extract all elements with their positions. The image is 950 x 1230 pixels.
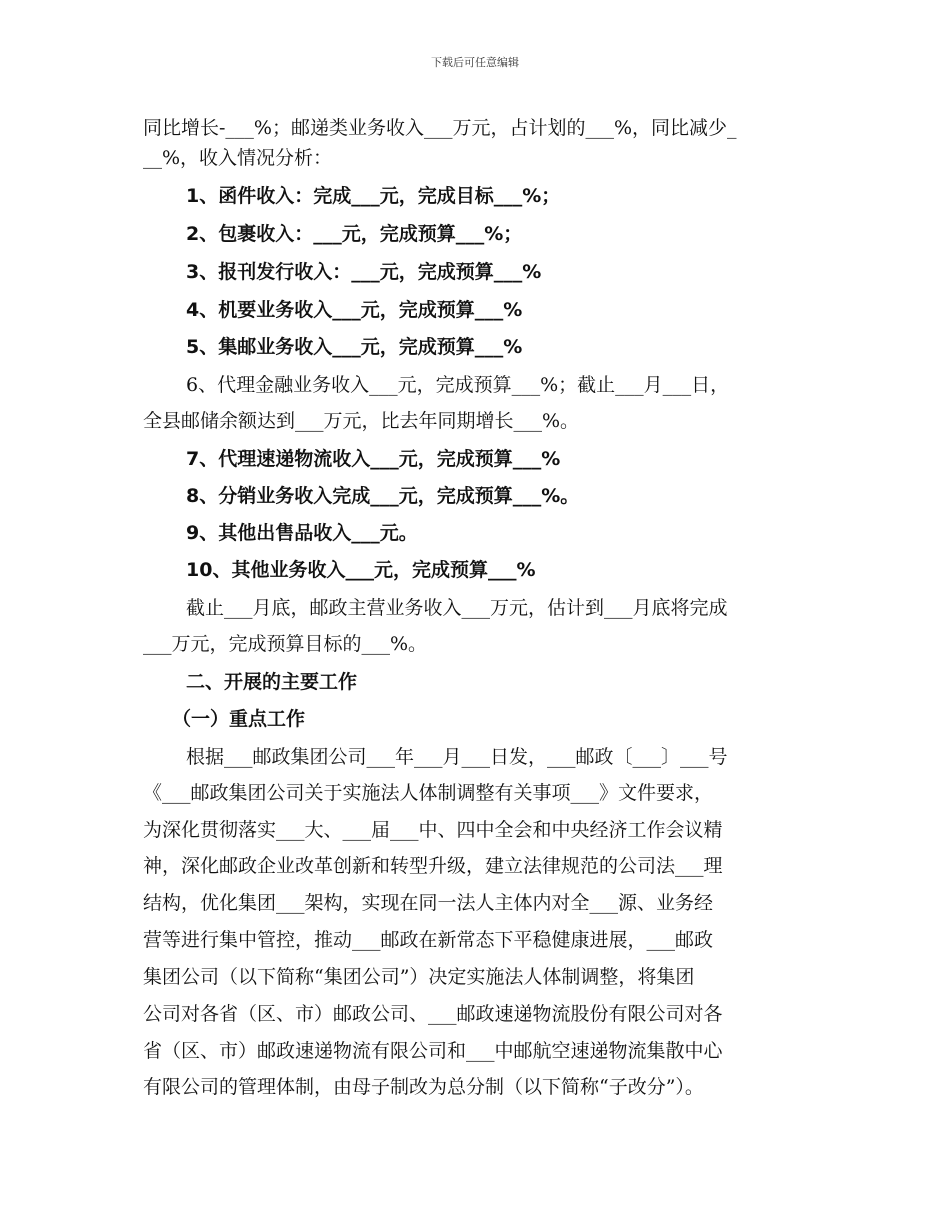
text-line xyxy=(0,143,950,173)
text-line xyxy=(0,406,950,436)
text-line xyxy=(0,704,950,734)
line-text: __%，收入情况分析： xyxy=(143,147,333,169)
text-line xyxy=(0,815,950,845)
text-line xyxy=(0,370,950,400)
text-line xyxy=(0,219,950,249)
text-line xyxy=(0,593,950,623)
line-text: 截止___月底，邮政主营业务收入___万元，估计到___月底将完成 xyxy=(186,597,728,619)
text-line xyxy=(0,257,950,287)
text-line xyxy=(0,778,950,808)
text-line xyxy=(0,1036,950,1066)
line-text: 集团公司（以下简称“集团公司”）决定实施法人体制调整，将集团 xyxy=(143,966,695,988)
line-text: 结构，优化集团___架构，实现在同一法人主体内对全___源、业务经 xyxy=(143,892,714,914)
text-line xyxy=(0,481,950,511)
text-line xyxy=(0,888,950,918)
text-line xyxy=(0,629,950,659)
line-text: 4、机要业务收入___元，完成预算___% xyxy=(186,299,523,321)
text-line xyxy=(0,444,950,474)
line-text: 2、包裹收入：___元，完成预算___%； xyxy=(186,223,523,245)
line-text: 公司对各省（区、市）邮政公司、___邮政速递物流股份有限公司对各 xyxy=(143,1003,723,1025)
text-line xyxy=(0,962,950,992)
text-line xyxy=(0,518,950,548)
line-text: 10、其他业务收入___元，完成预算___% xyxy=(186,559,536,581)
text-line xyxy=(0,925,950,955)
line-text: 5、集邮业务收入___元，完成预算___% xyxy=(186,336,523,358)
line-text: 《___邮政集团公司关于实施法人体制调整有关事项___》文件要求， xyxy=(143,782,714,804)
line-text: 6、代理金融业务收入___元，完成预算___%；截止___月___日， xyxy=(186,374,730,396)
line-text: 根据___邮政集团公司___年___月___日发，___邮政〔___〕___号 xyxy=(186,746,728,768)
line-text: 省（区、市）邮政速递物流有限公司和___中邮航空速递物流集散中心 xyxy=(143,1040,723,1062)
text-line xyxy=(0,851,950,881)
line-text: 同比增长-___%；邮递类业务收入___万元，占计划的___%，同比减少_ xyxy=(143,117,737,139)
text-line xyxy=(0,999,950,1029)
line-text: （一）重点工作 xyxy=(172,708,306,730)
text-line xyxy=(0,181,950,211)
text-line xyxy=(0,1072,950,1102)
text-line xyxy=(0,332,950,362)
line-text: 3、报刊发行收入：___元，完成预算___% xyxy=(186,261,542,283)
text-line xyxy=(0,667,950,697)
line-text: 8、分销业务收入完成___元，完成预算___%。 xyxy=(186,485,580,507)
line-text: 1、函件收入：完成___元，完成目标___%； xyxy=(186,185,561,207)
line-text: 有限公司的管理体制，由母子制改为总分制（以下简称“子改分”）。 xyxy=(143,1076,704,1098)
line-text: 营等进行集中管控，推动___邮政在新常态下平稳健康进展，___邮政 xyxy=(143,929,714,951)
text-line xyxy=(0,295,950,325)
text-line xyxy=(0,742,950,772)
text-line xyxy=(0,113,950,143)
line-text: 二、开展的主要工作 xyxy=(186,671,358,693)
line-text: 神，深化邮政企业改革创新和转型升级，建立法律规范的公司法___理 xyxy=(143,855,723,877)
line-text: 9、其他出售品收入___元。 xyxy=(186,522,418,544)
line-text: 为深化贯彻落实___大、___届___中、四中全会和中央经济工作会议精 xyxy=(143,819,723,841)
text-line xyxy=(0,555,950,585)
line-text: 全县邮储余额达到___万元，比去年同期增长___%。 xyxy=(143,410,580,432)
page-header: 下载后可任意编辑 xyxy=(431,56,519,69)
line-text: ___万元，完成预算目标的___%。 xyxy=(143,633,428,655)
line-text: 7、代理速递物流收入___元，完成预算___% xyxy=(186,448,561,470)
